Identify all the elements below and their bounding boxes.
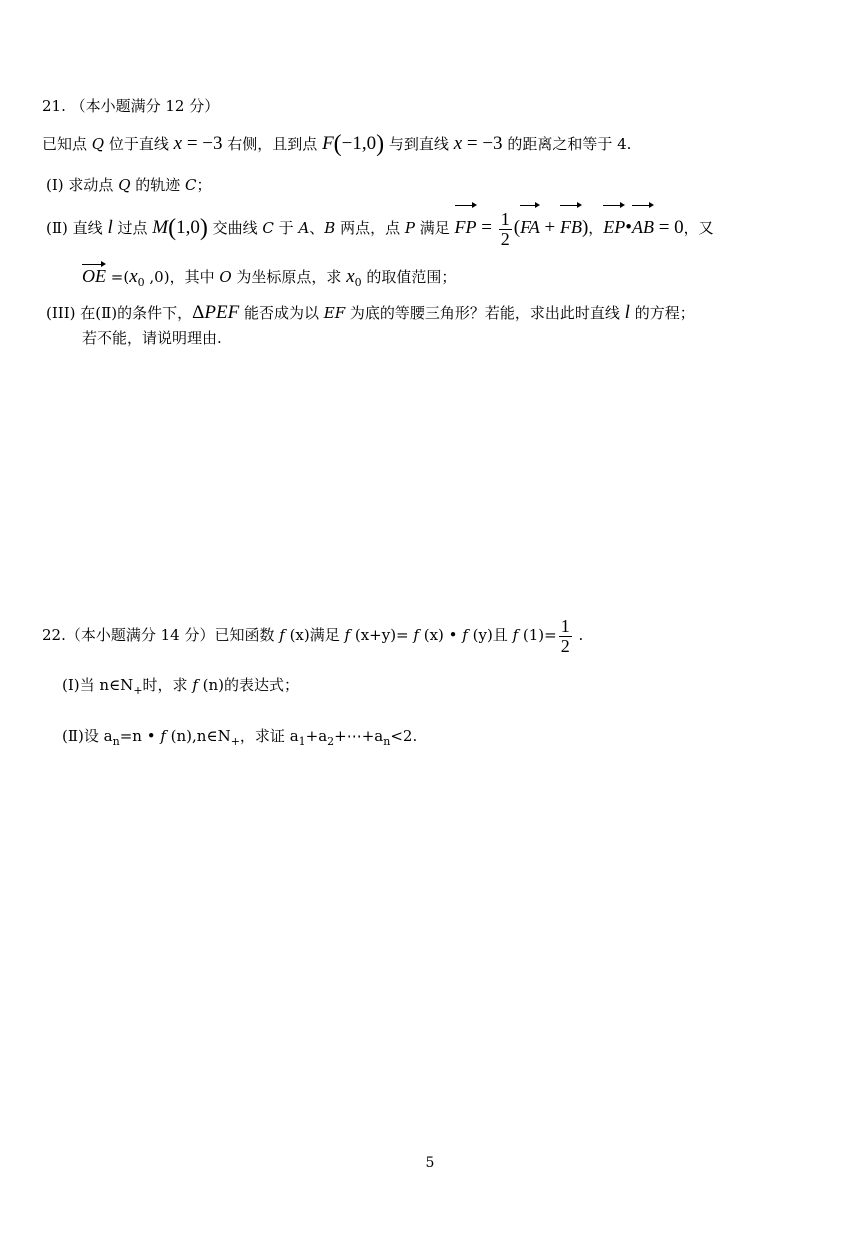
vector-AB: AB [632, 203, 654, 247]
fraction-half: $\frac{1}{2}$ [500, 208, 510, 249]
q21-header: 21. （本小题满分 12 分） [42, 97, 220, 115]
q22-part2: (Ⅱ)设 $a_n=n$ • f $(n),n\in N_+$，求证 $a_1+a_2+\cdots+a_n<2$. [62, 727, 418, 748]
vector-FB: FB [560, 203, 582, 247]
q22-part1: (Ⅰ)当 $n\in N_+$时，求 f (n)的表达式； [62, 676, 300, 697]
q21-statement: 已知点 Q 位于直线 x = −3 右侧，且到点 F(−1,0) 与到直线 x = −3 的距离之和等于 4. [42, 131, 632, 157]
vector-EP: EP [603, 203, 625, 247]
part-label: (III) [46, 304, 76, 322]
q22-statement: 22.（本小题满分 14 分）已知函数 f (x)满足 f (x+y)= f (x) • f (y)且 f (1)= $\frac{1}{2}$ . [42, 615, 584, 656]
vector-FA: FA [520, 203, 540, 247]
q21-part1: (Ⅰ) 求动点 Q 的轨迹 C； [46, 176, 212, 194]
vector-FP: FP [455, 203, 477, 247]
q21-part3-continued: 若不能，请说明理由. [82, 329, 222, 347]
page-number: 5 [425, 1155, 435, 1171]
q21-part2: (Ⅱ) 直线 l 过点 M(1,0) 交曲线 C 于 A、B 两点，点 P 满足 FP = $\frac{1}{2}$ (FA + FB)，EP•AB = 0，又 [46, 203, 714, 249]
vector-OE: OE [82, 262, 106, 286]
part-label: (Ⅱ) [46, 219, 68, 237]
part-label: (Ⅰ) [62, 676, 80, 694]
part-label: (Ⅱ) [62, 727, 84, 745]
q21-part2-continued: OE $=(x_0$ ,0)，其中 O 为坐标原点，求 $x_0$ 的取值范围； [82, 262, 456, 293]
q21-part3: (III) 在(Ⅱ)的条件下，ΔPEF 能否成为以 EF 为底的等腰三角形？若能，求出此时直线 l 的方程； [46, 302, 695, 323]
fraction-half: $\frac{1}{2}$ [560, 615, 570, 656]
part-label: (Ⅰ) [46, 176, 64, 194]
